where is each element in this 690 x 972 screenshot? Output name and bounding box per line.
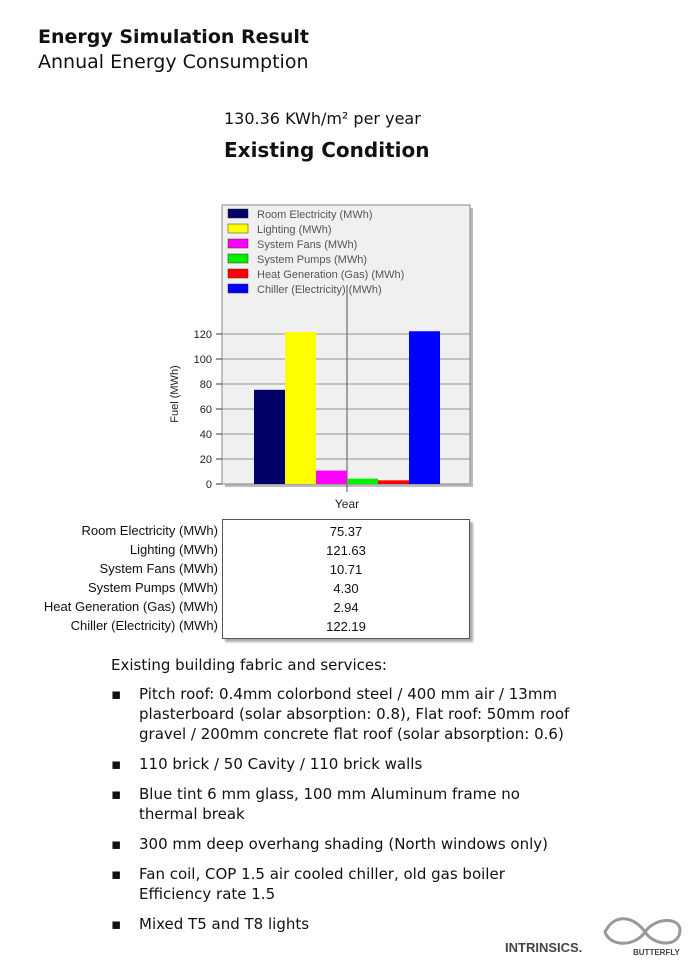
table-values	[222, 519, 470, 639]
y-tick-label: 20	[199, 454, 212, 466]
table-row-label: Lighting (MWh)	[129, 542, 218, 557]
y-axis-label: Fuel (MWh)	[169, 365, 181, 423]
table-row-label: Room Electricity (MWh)	[81, 523, 218, 538]
bar-4	[347, 479, 378, 484]
bullet-icon: ▪	[111, 785, 122, 803]
list-item	[111, 784, 581, 824]
bullet-icon: ▪	[111, 835, 122, 853]
legend-label: Room Electricity (MWh)	[257, 209, 373, 221]
bar-2	[285, 332, 316, 484]
list-item	[111, 754, 581, 774]
list-item-text: Blue tint 6 mm glass, 100 mm Aluminum frame no thermal break	[139, 785, 520, 823]
intrinsics-logo: INTRINSICS.	[505, 940, 583, 955]
table-row-value: 10.71	[329, 562, 363, 577]
list-item-text: Fan coil, COP 1.5 air cooled chiller, old gas boiler Efficiency rate 1.5	[139, 865, 505, 903]
y-tick-label: 60	[199, 404, 212, 416]
table-row-value: 122.19	[326, 619, 366, 634]
bar-1	[254, 390, 285, 484]
legend-swatch	[228, 239, 248, 248]
legend-swatch	[228, 284, 248, 293]
legend-swatch	[228, 224, 248, 233]
y-tick-label: 80	[199, 379, 212, 391]
bullet-icon: ▪	[111, 755, 122, 773]
list-item-text: Mixed T5 and T8 lights	[139, 915, 310, 933]
list-item-text: 300 mm deep overhang shading (North windows only)	[139, 835, 548, 853]
energy-bar-chart	[160, 195, 480, 515]
bar-3	[316, 471, 347, 484]
y-tick-label: 100	[193, 354, 212, 366]
legend-label: Chiller (Electricity) (MWh)	[257, 284, 382, 296]
legend-swatch	[228, 269, 248, 278]
legend-swatch	[228, 209, 248, 218]
condition-heading: Existing Condition	[224, 138, 430, 162]
table-row-value: 121.63	[326, 543, 366, 558]
list-item	[111, 684, 581, 744]
butterfly-logo: BUTTERFLY	[633, 948, 680, 957]
y-tick-label: 0	[205, 479, 212, 491]
bullet-icon: ▪	[111, 685, 122, 703]
y-tick-label: 120	[193, 329, 212, 341]
bar-6	[409, 331, 440, 484]
bullet-icon: ▪	[111, 915, 122, 933]
list-item	[111, 864, 581, 904]
list-item-text: 110 brick / 50 Cavity / 110 brick walls	[139, 755, 423, 773]
legend-label: System Fans (MWh)	[257, 239, 358, 251]
table-row-label: Heat Generation (Gas) (MWh)	[43, 599, 218, 614]
fabric-list	[111, 684, 581, 944]
legend-label: Lighting (MWh)	[257, 224, 332, 236]
x-axis-label: Year	[334, 497, 360, 511]
table-row-label: Chiller (Electricity) (MWh)	[70, 618, 218, 633]
list-item-text: Pitch roof: 0.4mm colorbond steel / 400 mm air / 13mm plasterboard (solar absorption: 0.8), Flat roof: 50mm roof gravel / 200mm concrete flat roof (solar absorption: 0.6)	[139, 685, 570, 743]
y-tick-label: 40	[199, 429, 212, 441]
page-subtitle: Annual Energy Consumption	[38, 51, 309, 73]
energy-intensity: 130.36 KWh/m² per year	[224, 109, 421, 128]
legend-swatch	[228, 254, 248, 263]
page-title: Energy Simulation Result	[38, 26, 309, 48]
bullet-icon: ▪	[111, 865, 122, 883]
butterfly-logo-icon	[605, 919, 680, 943]
bar-5	[378, 480, 409, 484]
table-labels	[0, 521, 218, 635]
table-row-label: System Pumps (MWh)	[87, 580, 218, 595]
table-row-value: 4.30	[333, 581, 359, 596]
table-row-value: 2.94	[333, 600, 359, 615]
table-row-value: 75.37	[329, 524, 363, 539]
legend-label: System Pumps (MWh)	[257, 254, 368, 266]
legend-label: Heat Generation (Gas) (MWh)	[257, 269, 405, 281]
company-logos	[505, 912, 685, 962]
table-row-label: System Fans (MWh)	[99, 561, 218, 576]
list-item	[111, 834, 581, 854]
fabric-heading: Existing building fabric and services:	[111, 656, 387, 674]
